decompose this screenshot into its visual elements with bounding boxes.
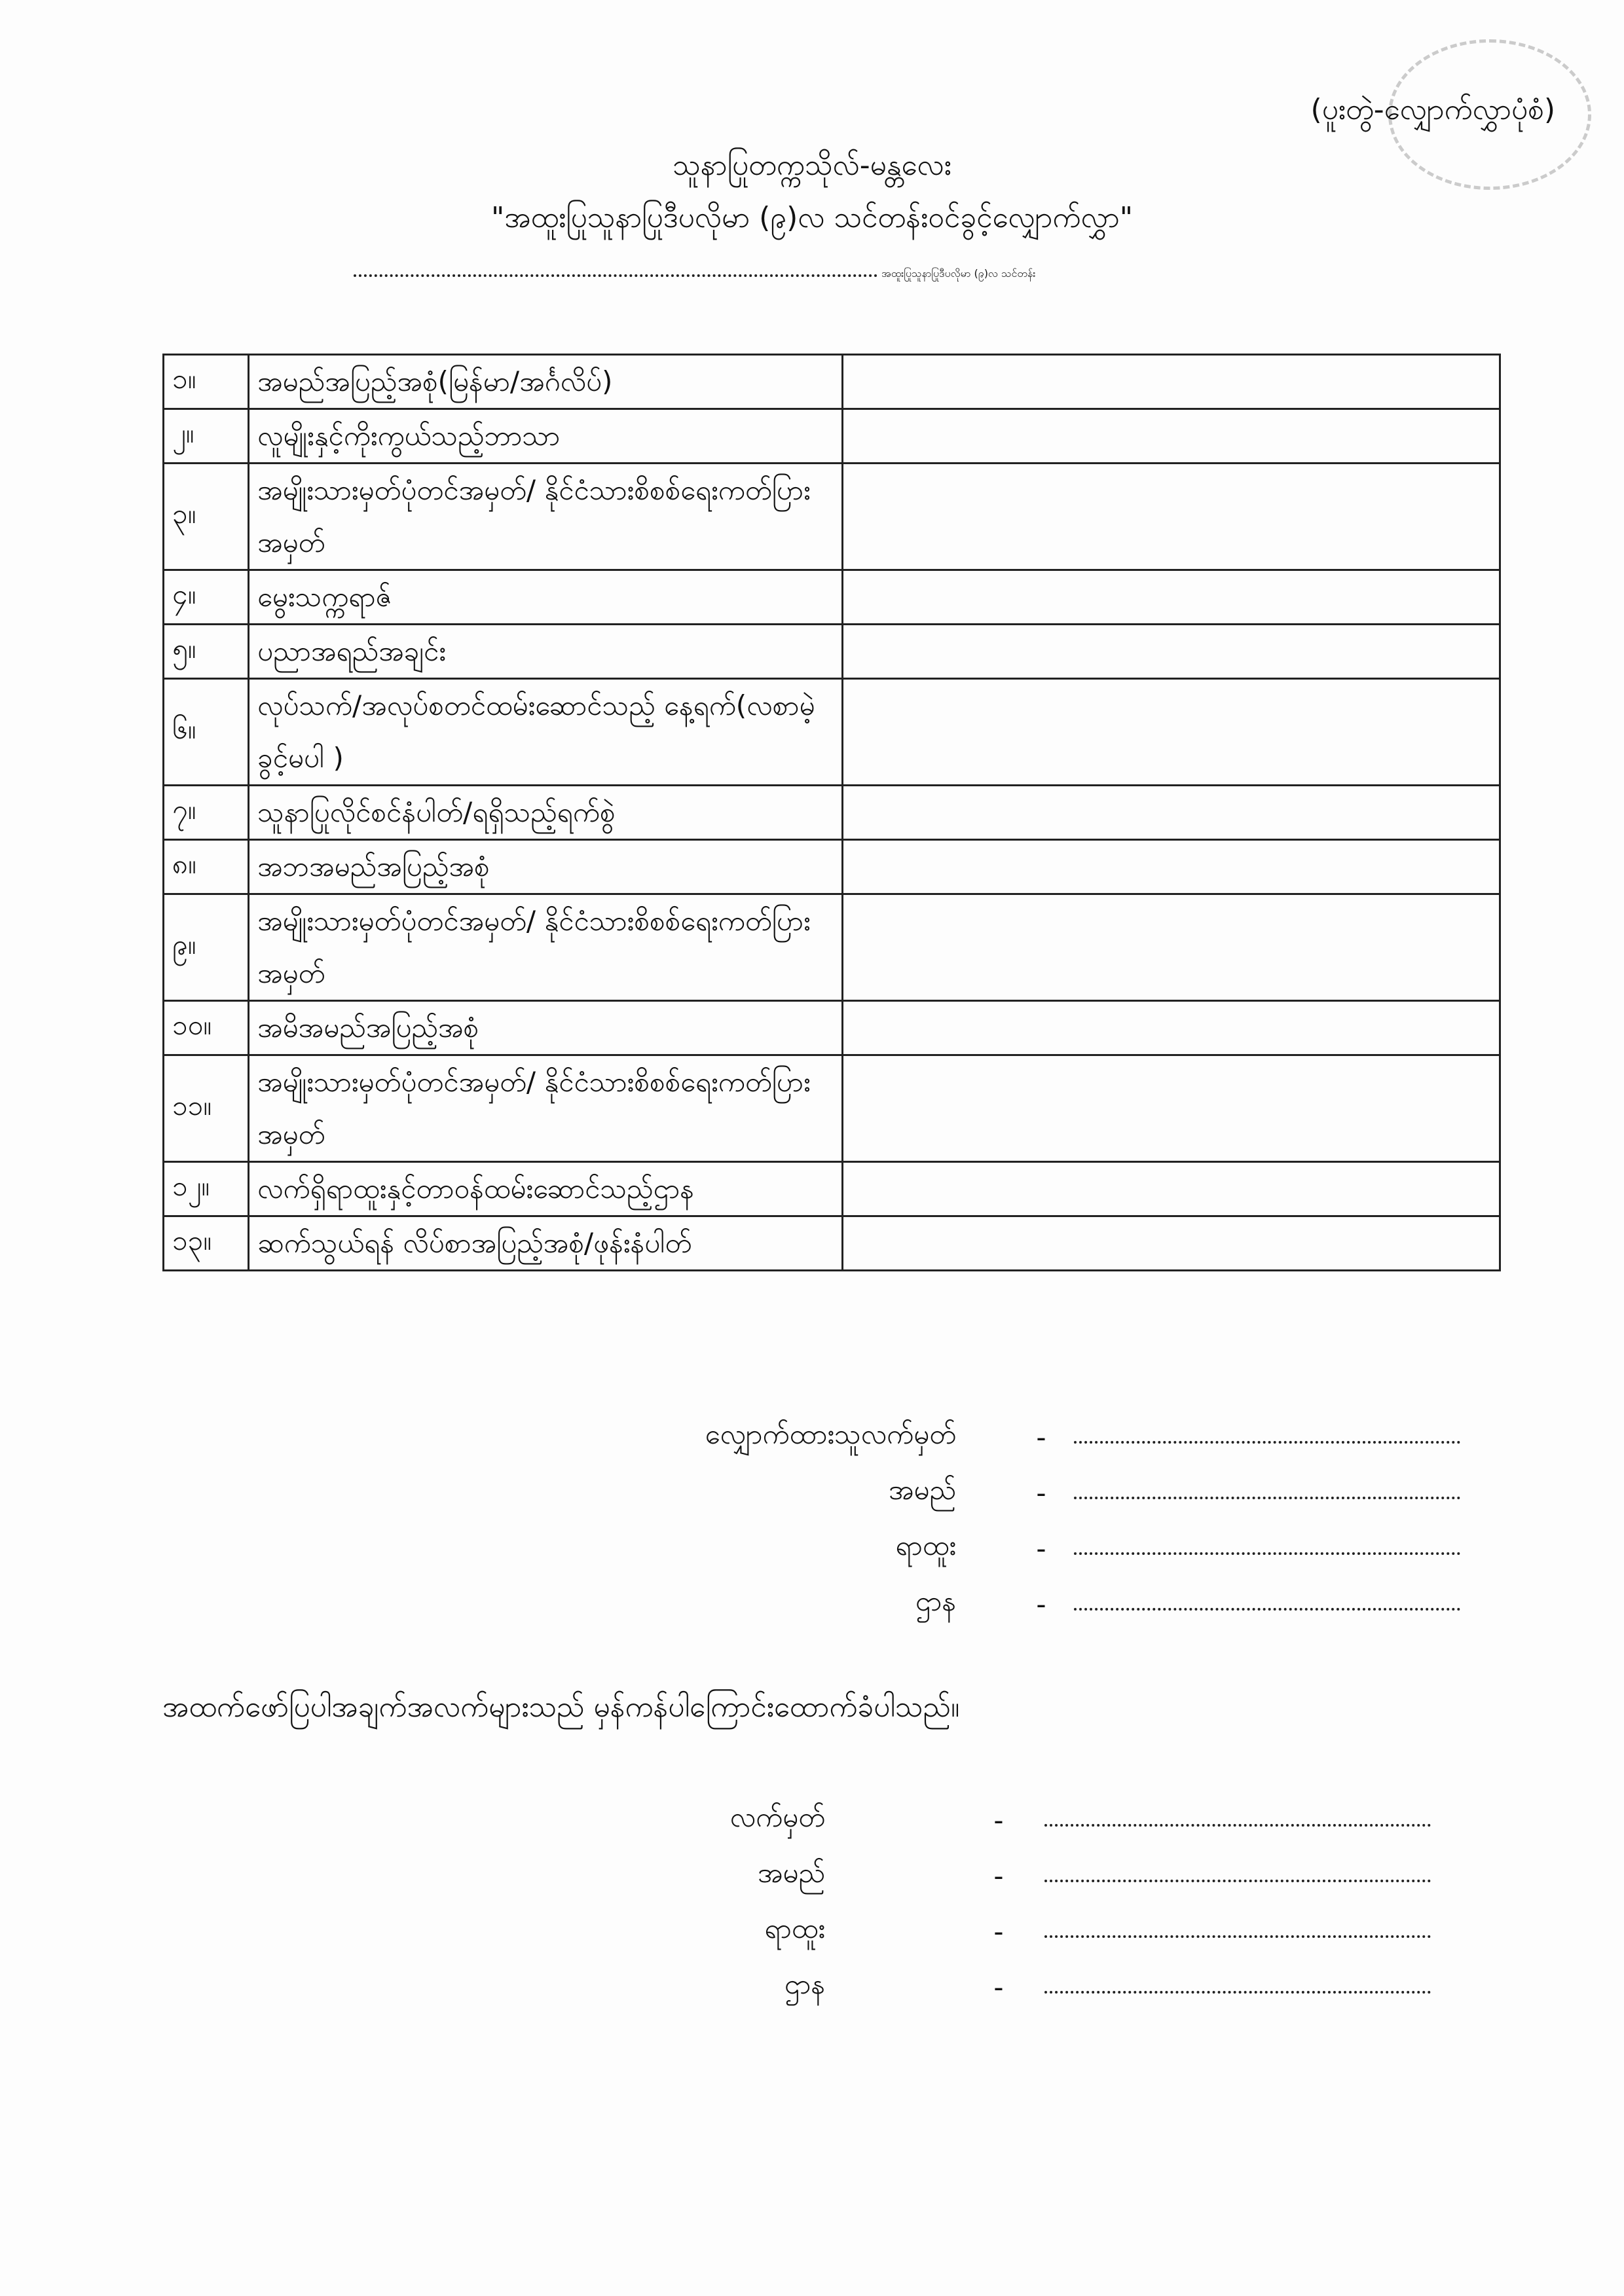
row-label: လုပ်သက်/အလုပ်စတင်ထမ်းဆောင်သည့် နေ့ရက်(လစာမဲ့ခွင့်မပါ ): [249, 679, 843, 786]
row-value-field[interactable]: [843, 1162, 1500, 1216]
form-row: [164, 1216, 1500, 1271]
endorser-rank-row: [589, 1908, 1431, 1954]
row-value-field[interactable]: [843, 355, 1500, 409]
row-value-field[interactable]: [843, 840, 1500, 894]
applicant-rank-label: ရာထူး: [895, 1529, 956, 1561]
applicant-signature-row: [589, 1414, 1460, 1460]
row-number: ၁၀။: [164, 1001, 249, 1055]
dash: -: [1036, 1588, 1046, 1620]
dash: -: [993, 1804, 1004, 1836]
row-label: အမည်အပြည့်အစုံ(မြန်မာ/အင်္ဂလိပ်): [249, 355, 843, 409]
row-value-field[interactable]: [843, 570, 1500, 625]
course-blank-field[interactable]: [354, 252, 877, 277]
row-value-field[interactable]: [843, 786, 1500, 840]
dash: -: [993, 1915, 1004, 1948]
endorser-name-field[interactable]: [1044, 1877, 1431, 1882]
form-row: [164, 1162, 1500, 1216]
row-number: ၇။: [164, 786, 249, 840]
row-label: လက်ရှိရာထူးနှင့်တာဝန်ထမ်းဆောင်သည့်ဌာန: [249, 1162, 843, 1216]
form-annex-tag: (ပူးတွဲ-လျှောက်လွှာပုံစံ): [1310, 93, 1555, 126]
row-value-field[interactable]: [843, 625, 1500, 679]
endorser-department-row: [589, 1964, 1431, 2010]
form-row: [164, 625, 1500, 679]
form-row: [164, 355, 1500, 409]
form-title: "အထူးပြုသူနာပြုဒီပလိုမာ (၉)လ သင်တန်းဝင်ခွင့်လျှောက်လွှာ": [490, 201, 1134, 234]
row-label: အမျိုးသားမှတ်ပုံတင်အမှတ်/ နိုင်ငံသားစိစစ်ရေးကတ်ပြားအမှတ်: [249, 464, 843, 570]
row-number: ၉။: [164, 894, 249, 1001]
applicant-signature-field[interactable]: [1074, 1438, 1460, 1444]
form-row: [164, 840, 1500, 894]
applicant-rank-row: [589, 1525, 1460, 1571]
row-value-field[interactable]: [843, 1001, 1500, 1055]
university-name: သူနာပြုတက္ကသိုလ်-မန္တလေး: [673, 149, 951, 182]
endorser-name-row: [589, 1853, 1431, 1899]
row-label: အမျိုးသားမှတ်ပုံတင်အမှတ်/ နိုင်ငံသားစိစစ်ရေးကတ်ပြားအမှတ်: [249, 894, 843, 1001]
dash: -: [1036, 1476, 1046, 1509]
row-number: ၁၃။: [164, 1216, 249, 1271]
application-form-table: [162, 354, 1501, 1271]
row-number: ၁၁။: [164, 1055, 249, 1162]
row-number: ၂။: [164, 409, 249, 464]
dash: -: [993, 1859, 1004, 1892]
form-row: [164, 464, 1500, 570]
row-number: ၁၂။: [164, 1162, 249, 1216]
course-name: အထူးပြုသူနာပြုဒီပလိုမာ (၉)လ သင်တန်း: [881, 267, 1036, 280]
applicant-department-row: [589, 1581, 1460, 1627]
row-number: ၆။: [164, 679, 249, 786]
row-number: ၅။: [164, 625, 249, 679]
endorser-signature-label: လက်မှတ်: [729, 1801, 825, 1833]
dash: -: [993, 1971, 1004, 2003]
endorser-rank-label: ရာထူး: [764, 1912, 825, 1944]
row-label: လူမျိုးနှင့်ကိုးကွယ်သည့်ဘာသာ: [249, 409, 843, 464]
endorser-signature-row: [589, 1797, 1431, 1843]
form-row: [164, 1055, 1500, 1162]
dash: -: [1036, 1421, 1046, 1453]
form-row: [164, 679, 1500, 786]
row-value-field[interactable]: [843, 894, 1500, 1001]
applicant-name-label: အမည်: [888, 1474, 956, 1506]
row-number: ၁။: [164, 355, 249, 409]
applicant-name-row: [589, 1470, 1460, 1516]
row-label: အဘအမည်အပြည့်အစုံ: [249, 840, 843, 894]
applicant-rank-field[interactable]: [1074, 1550, 1460, 1555]
endorser-name-label: အမည်: [757, 1857, 825, 1889]
row-number: ၈။: [164, 840, 249, 894]
endorser-department-label: ဌာန: [784, 1968, 825, 2000]
row-value-field[interactable]: [843, 679, 1500, 786]
row-label: အမိအမည်အပြည့်အစုံ: [249, 1001, 843, 1055]
form-row: [164, 894, 1500, 1001]
row-label: ဆက်သွယ်ရန် လိပ်စာအပြည့်အစုံ/ဖုန်းနံပါတ်: [249, 1216, 843, 1271]
course-line: [354, 252, 1401, 282]
form-row: [164, 570, 1500, 625]
row-label: ပညာအရည်အချင်း: [249, 625, 843, 679]
endorser-rank-field[interactable]: [1044, 1933, 1431, 1938]
row-value-field[interactable]: [843, 464, 1500, 570]
row-number: ၄။: [164, 570, 249, 625]
row-value-field[interactable]: [843, 1216, 1500, 1271]
row-value-field[interactable]: [843, 1055, 1500, 1162]
row-label: အမျိုးသားမှတ်ပုံတင်အမှတ်/ နိုင်ငံသားစိစစ်ရေးကတ်ပြားအမှတ်: [249, 1055, 843, 1162]
applicant-department-field[interactable]: [1074, 1605, 1460, 1611]
form-row: [164, 409, 1500, 464]
row-value-field[interactable]: [843, 409, 1500, 464]
row-number: ၃။: [164, 464, 249, 570]
dash: -: [1036, 1532, 1046, 1565]
applicant-signature-label: လျှောက်ထားသူလက်မှတ်: [705, 1418, 956, 1450]
endorser-department-field[interactable]: [1044, 1988, 1431, 1994]
declaration-statement: အထက်ဖော်ပြပါအချက်အလက်များသည် မှန်ကန်ပါကြောင်းထောက်ခံပါသည်။: [162, 1690, 960, 1724]
endorser-signature-field[interactable]: [1044, 1821, 1431, 1827]
applicant-name-field[interactable]: [1074, 1494, 1460, 1499]
row-label: မွေးသက္ကရာဇ်: [249, 570, 843, 625]
form-row: [164, 1001, 1500, 1055]
row-label: သူနာပြုလိုင်စင်နံပါတ်/ရရှိသည့်ရက်စွဲ: [249, 786, 843, 840]
form-row: [164, 786, 1500, 840]
applicant-department-label: ဌာန: [915, 1585, 956, 1617]
